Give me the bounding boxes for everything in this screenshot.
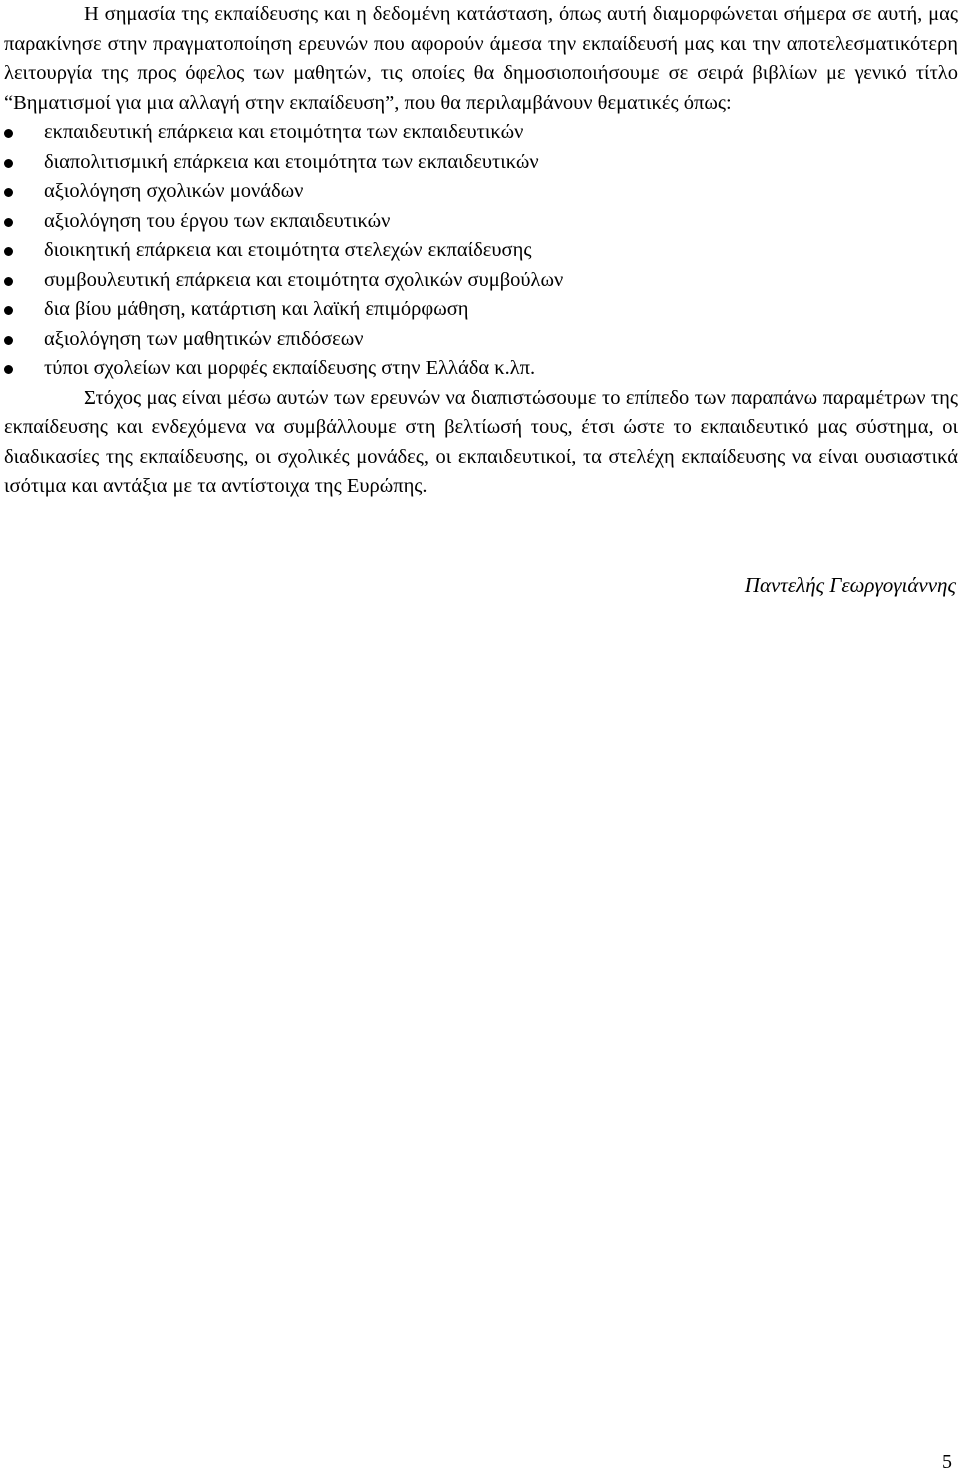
list-item	[4, 295, 958, 325]
bullet-icon	[4, 188, 13, 197]
bullet-icon	[4, 336, 13, 345]
list-item-text: εκπαιδευτική επάρκεια και ετοιμότητα των εκπαιδευτικών	[44, 121, 524, 143]
list-item	[4, 354, 958, 384]
author-signature: Παντελής Γεωργογιάννης	[744, 573, 956, 597]
list-item	[4, 148, 958, 178]
bullet-icon	[4, 247, 13, 256]
list-item	[4, 118, 958, 148]
list-item-text: αξιολόγηση του έργου των εκπαιδευτικών	[44, 209, 391, 232]
list-item-text: αξιολόγηση σχολικών μονάδων	[44, 180, 304, 202]
bullet-icon	[4, 159, 13, 168]
list-item	[4, 177, 958, 207]
bullet-icon	[4, 218, 13, 227]
list-item	[4, 207, 958, 237]
list-item	[4, 325, 958, 355]
list-item	[4, 236, 958, 266]
bullet-icon	[4, 306, 13, 315]
list-item-text: διαπολιτισμική επάρκεια και ετοιμότητα των εκπαιδευτικών	[44, 150, 539, 173]
topics-list	[4, 118, 958, 384]
bullet-icon	[4, 365, 13, 374]
list-item-text: δια βίου μάθηση, κατάρτιση και λαϊκή επιμόρφωση	[44, 298, 469, 320]
intro-paragraph: Η σημασία της εκπαίδευσης και η δεδομένη κατάσταση, όπως αυτή διαμορφώνεται σήμερα σε αυτή, μας παρακίνησε στην πραγματοποίηση ερευνών που αφορούν άμεσα την εκπαίδευσή μας και την αποτελεσματικότερη λειτουργία της προς όφελος των μαθητών, τις οποίες θα δημοσιοποιήσουμε σε σειρά βιβλίων με γενικό τίτλο “Βηματισμοί για μια αλλαγή στην εκπαίδευση”, που θα περιλαμβάνουν θεματικές όπως:	[4, 3, 958, 114]
list-item-text: αξιολόγηση των μαθητικών επιδόσεων	[44, 327, 364, 350]
page-number: 5	[942, 1451, 952, 1473]
bullet-icon	[4, 129, 13, 138]
list-item-text: διοικητική επάρκεια και ετοιμότητα στελεχών εκπαίδευσης	[44, 239, 532, 261]
list-item	[4, 266, 958, 296]
page-content	[4, 0, 958, 502]
list-item-text: συμβουλευτική επάρκεια και ετοιμότητα σχολικών συμβούλων	[44, 268, 564, 291]
goal-paragraph: Στόχος μας είναι μέσω αυτών των ερευνών να διαπιστώσουμε το επίπεδο των παραπάνω παραμέτρων της εκπαίδευσης και ενδεχόμενα να συμβάλλουμε στη βελτίωσή τους, έτσι ώστε το εκπαιδευτικό μας σύστημα, οι διαδικασίες της εκπαίδευσης, οι σχολικές μονάδες, οι εκπαιδευτικοί, τα στελέχη εκπαίδευσης να είναι ουσιαστικά ισότιμα και αντάξια με τα αντίστοιχα της Ευρώπης.	[4, 386, 958, 497]
list-item-text: τύποι σχολείων και μορφές εκπαίδευσης στην Ελλάδα κ.λπ.	[44, 357, 536, 379]
bullet-icon	[4, 277, 13, 286]
